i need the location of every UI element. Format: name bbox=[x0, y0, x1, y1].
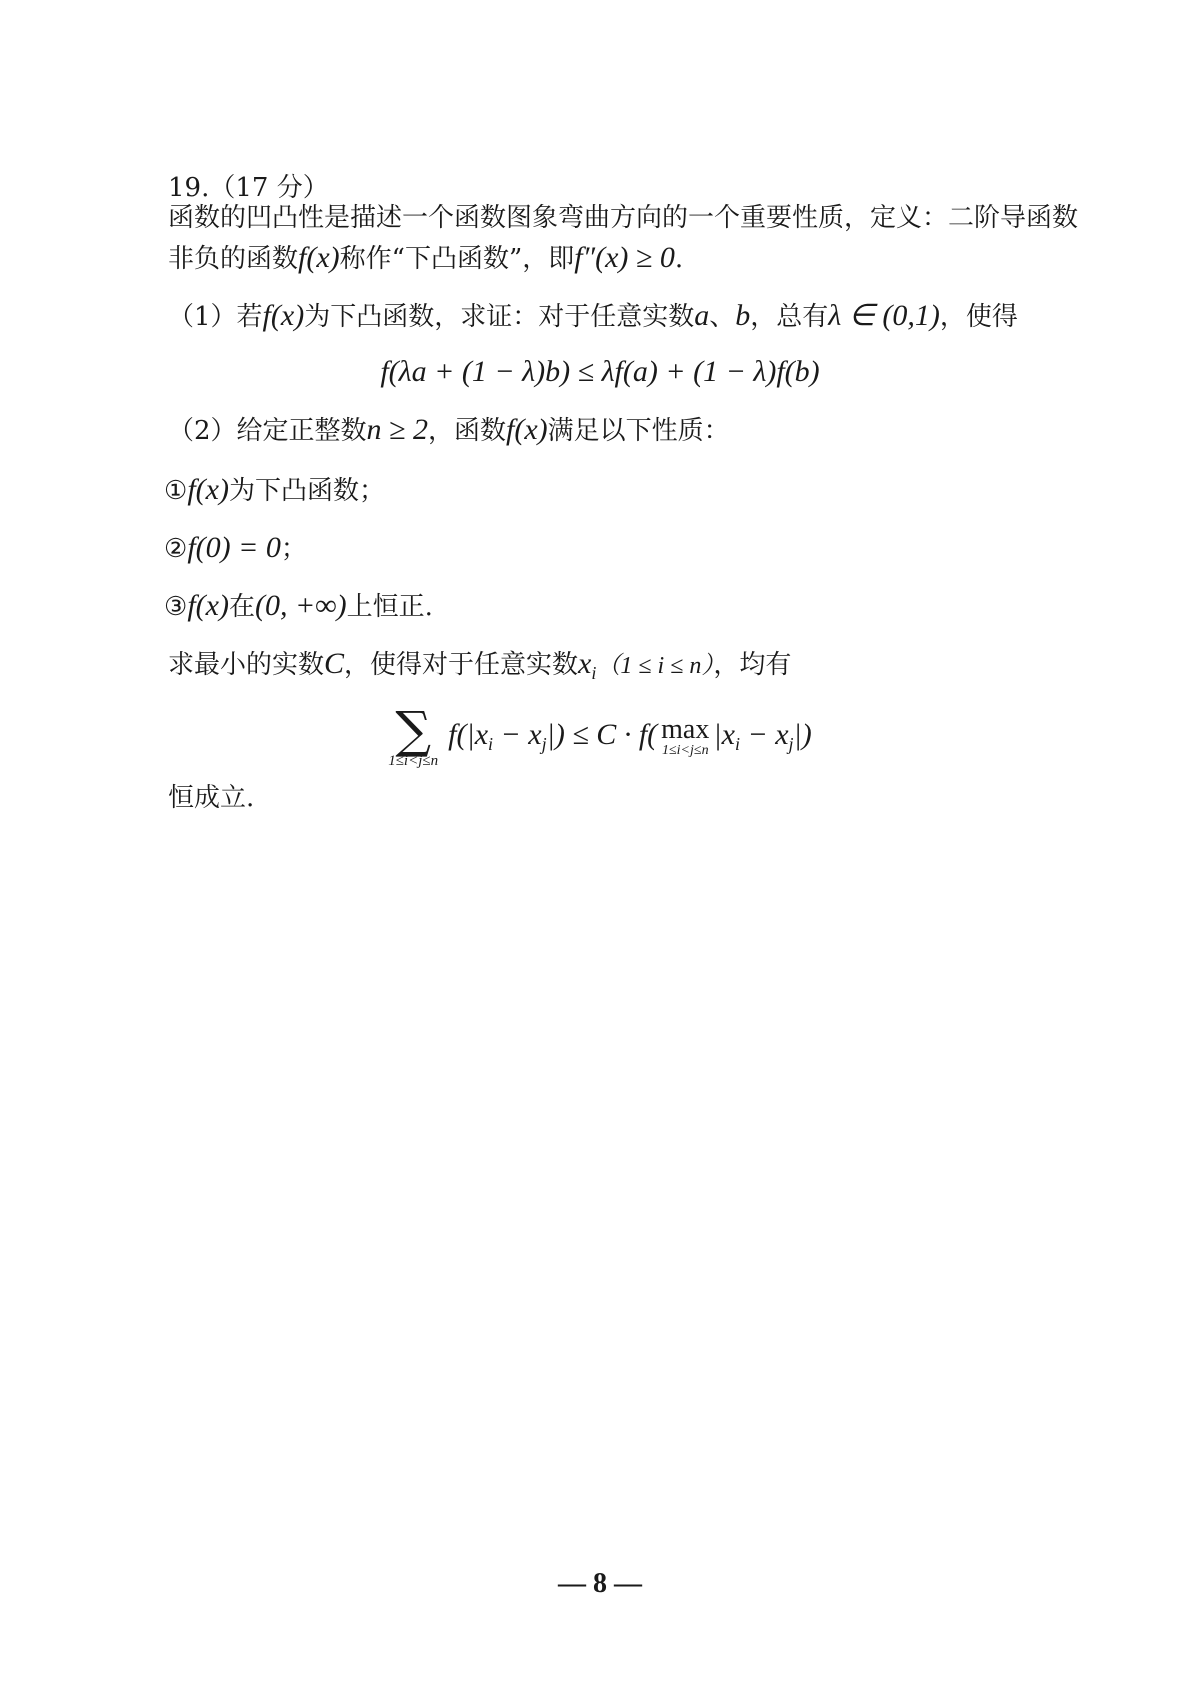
max-word: max bbox=[661, 714, 710, 745]
max-limits: 1≤i<j≤n bbox=[661, 743, 709, 758]
max-operator bbox=[661, 716, 709, 758]
var-C: C bbox=[324, 647, 345, 680]
intro-text-1: 函数的凹凸性是描述一个函数图象弯曲方向的一个重要性质，定义：二阶导函数 bbox=[168, 203, 1079, 233]
part2-text2: 满足以下性质： bbox=[547, 416, 730, 446]
summation bbox=[388, 701, 439, 769]
part1-fx: f(x) bbox=[262, 299, 305, 332]
part2-label: （2）给定正整数 bbox=[168, 416, 367, 446]
part2-text1: ，函数 bbox=[428, 416, 507, 446]
var-b: b bbox=[735, 299, 751, 332]
rhs-sub-i: i bbox=[734, 734, 740, 754]
part1-text3: ，使得 bbox=[939, 302, 1018, 332]
lambda-condition: λ ∈ (0,1) bbox=[828, 299, 940, 332]
final-text: 恒成立. bbox=[168, 783, 255, 813]
intro-text-2b: 称作“下凸函数”，即 bbox=[339, 244, 575, 274]
sigma-symbol: ∑ bbox=[395, 701, 432, 759]
second-derivative-condition: f″(x) ≥ 0 bbox=[574, 241, 675, 274]
prop1-text: 为下凸函数； bbox=[228, 476, 385, 506]
lhs-sub-i: i bbox=[488, 734, 494, 754]
prop1-fx: f(x) bbox=[187, 473, 229, 506]
rhs-mid: − x bbox=[739, 718, 789, 751]
intro-line-1 bbox=[168, 198, 1078, 238]
sum-limits: 1≤i<j≤n bbox=[388, 753, 439, 769]
jensen-formula: f(λa + (1 − λ)b) ≤ λf(a) + (1 − λ)f(b) bbox=[380, 355, 820, 388]
part1-line bbox=[168, 296, 1018, 337]
part1-text1: 为下凸函数，求证：对于任意实数 bbox=[304, 302, 695, 332]
lhs-mid: − x bbox=[493, 718, 542, 751]
question-label: 19.（17 分） bbox=[168, 173, 329, 203]
intro-line-2 bbox=[168, 238, 683, 279]
part1-sep: 、 bbox=[709, 302, 736, 332]
main-inequality bbox=[0, 700, 1200, 779]
fx-expr: f(x) bbox=[298, 241, 340, 274]
question-ask bbox=[168, 644, 791, 693]
part2-line bbox=[168, 410, 730, 451]
ask-text-2: ，使得对于任意实数 bbox=[344, 650, 579, 680]
lhs-end: |) ≤ C · f( bbox=[546, 718, 658, 751]
prop2-end: ； bbox=[280, 534, 307, 564]
prop3-text1: 在 bbox=[228, 592, 255, 622]
property-1 bbox=[164, 470, 385, 511]
rhs-expr: |x bbox=[713, 718, 735, 751]
prop3-fx: f(x) bbox=[187, 589, 229, 622]
property-3 bbox=[164, 586, 433, 627]
rhs-end: |) bbox=[793, 718, 812, 751]
part2-fx: f(x) bbox=[506, 413, 548, 446]
var-a: a bbox=[694, 299, 710, 332]
prop3-text2: 上恒正. bbox=[346, 592, 433, 622]
ask-text-3: ，均有 bbox=[713, 650, 792, 680]
var-xi: x bbox=[578, 647, 592, 680]
var-xi-subscript: i bbox=[591, 663, 597, 683]
prop3-interval: (0, +∞) bbox=[254, 589, 347, 622]
jensen-inequality bbox=[0, 352, 1200, 393]
property-2 bbox=[164, 528, 307, 569]
prop2-number: ② bbox=[164, 534, 188, 564]
page-number: — 8 — bbox=[558, 1568, 642, 1599]
part1-text2: ，总有 bbox=[750, 302, 829, 332]
lhs-sub-j: j bbox=[541, 734, 547, 754]
prop1-number: ① bbox=[164, 476, 188, 506]
n-condition: n ≥ 2 bbox=[366, 413, 429, 446]
ask-range: （1 ≤ i ≤ n） bbox=[596, 653, 714, 679]
lhs-expr: f(|x bbox=[448, 718, 489, 751]
prop3-number: ③ bbox=[164, 592, 188, 622]
final-line bbox=[168, 778, 254, 818]
prop2-expr: f(0) = 0 bbox=[187, 531, 281, 564]
rhs-sub-j: j bbox=[788, 734, 794, 754]
intro-text-2c: . bbox=[674, 244, 684, 274]
ask-text-1: 求最小的实数 bbox=[168, 650, 325, 680]
part1-label: （1）若 bbox=[168, 302, 263, 332]
intro-text-2a: 非负的函数 bbox=[168, 244, 299, 274]
